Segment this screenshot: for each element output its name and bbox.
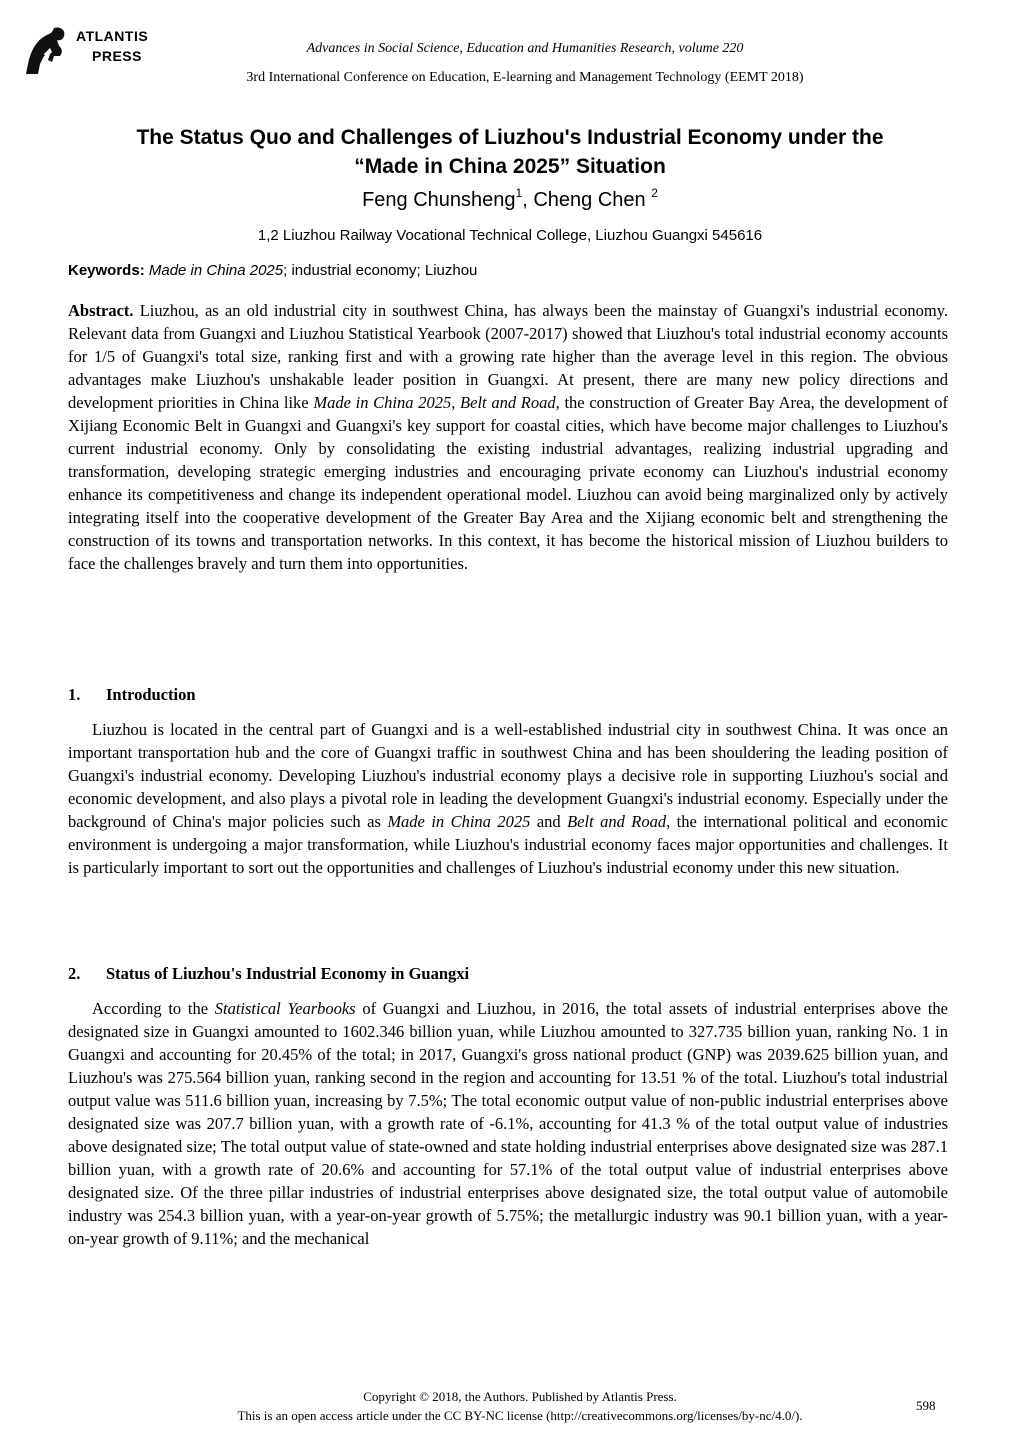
paper-title-line-2: “Made in China 2025” Situation bbox=[354, 155, 666, 178]
section-title: Status of Liuzhou's Industrial Economy in Guangxi bbox=[106, 964, 470, 983]
copyright-notice: Copyright © 2018, the Authors. Published by Atlantis Press. bbox=[363, 1389, 677, 1404]
logo-text-press: PRESS bbox=[92, 48, 142, 64]
body-text: , the international political and economic environment is undergoing a major transformation, while Liuzhou's industrial economy faces major opportunities and challenges. It is particularly important to sort out the opportunities and challenges of Liuzhou's industrial economy under this new situation. bbox=[68, 812, 948, 877]
abstract-label: Abstract. bbox=[68, 301, 134, 320]
body-italic: Belt and Road bbox=[567, 812, 667, 831]
keyword-italic: Made in China 2025 bbox=[148, 262, 284, 279]
logo-text-atlantis: ATLANTIS bbox=[76, 28, 149, 44]
keywords-rest: ; industrial economy; Liuzhou bbox=[283, 262, 478, 279]
body-italic: Made in China 2025 bbox=[387, 812, 531, 831]
section-body-status bbox=[68, 997, 948, 1250]
section-number: 2. bbox=[68, 964, 81, 983]
series-title: Advances in Social Science, Education and Humanities Research, volume 220 bbox=[306, 41, 744, 56]
body-text: and bbox=[530, 812, 568, 831]
license-notice: This is an open access article under the CC BY-NC license (http://creativecommons.org/licenses/by-nc/4.0/). bbox=[237, 1408, 803, 1423]
section-title: Introduction bbox=[106, 685, 196, 704]
author-list bbox=[0, 186, 1020, 212]
section-body-introduction bbox=[68, 718, 948, 879]
body-italic: Statistical Yearbooks bbox=[214, 999, 356, 1018]
section-number: 1. bbox=[68, 685, 81, 704]
keywords-label: Keywords: bbox=[68, 262, 145, 279]
page-number: 598 bbox=[916, 1398, 936, 1413]
section-heading-status bbox=[68, 964, 469, 984]
conference-title: 3rd International Conference on Education, E-learning and Management Technology (EEMT 2018) bbox=[246, 70, 804, 85]
body-text: Liuzhou is located in the central part of Guangxi and is a well-established industrial city in southwest China. It was once an important transportation hub and the core of Guangxi traffic in southwest China and has been shouldering the leading position of Guangxi's industrial economy. Developing Liuzhou's industrial economy plays a decisive role in supporting Liuzhou's social and economic development, and also plays a pivotal role in leading the development Guangxi's industrial economy. Especially under the background of China's major policies such as bbox=[68, 720, 948, 831]
abstract-text: , the construction of Greater Bay Area, the development of Xijiang Economic Belt in Guangxi and Guangxi's key support for coastal cities, which have become major challenges to Liuzhou's current industrial economy. Only by consolidating the existing industrial advantages, realizing industrial upgrading and transformation, developing strategic emerging industries and encouraging private economy can Liuzhou's industrial economy enhance its competitiveness and change its independent operational model. Liuzhou can avoid being marginalized only by actively integrating itself into the cooperative development of the Greater Bay Area and the Xijiang economic belt and strengthening the construction of its towns and transportation networks. In this context, it has become the historical mission of Liuzhou builders to face the challenges bravely and turn them into opportunities. bbox=[68, 393, 949, 573]
author-affiliation-mark: 2 bbox=[651, 186, 658, 200]
body-text: of Guangxi and Liuzhou, in 2016, the total assets of industrial enterprises above the designated size in Guangxi amounted to 1602.346 billion yuan, while Liuzhou amounted to 327.735 billion yuan, ranking No. 1 in Guangxi and accounting for 20.45% of the total; in 2017, Guangxi's gross national product (GNP) was 2039.625 billion yuan, and Liuzhou's was 275.564 billion yuan, ranking second in the region and accounting for 13.51 % of the total. Liuzhou's total industrial output value was 511.6 billion yuan, increasing by 7.5%; The total economic output value of non-public industrial enterprises above designated size was 207.7 billion yuan, with a growth rate of -6.1%, accounting for 41.3 % of the total output value of industries above designated size; The total output value of state-owned and state holding industrial enterprises above designated size was 287.1 billion yuan, with a growth rate of 20.6% and accounting for 57.1% of the total output value of industrial enterprises above designated size. Of the three pillar industries of industrial enterprises above designated size, the total output value of automobile industry was 254.3 billion yuan, with a year-on-year growth of 5.75%; the metallurgic industry was 90.1 billion yuan, with a year-on-year growth of 9.11%; and the mechanical bbox=[68, 999, 948, 1248]
keywords bbox=[68, 262, 477, 279]
section-heading-introduction bbox=[68, 685, 196, 705]
paper-title-line-1: The Status Quo and Challenges of Liuzhou's Industrial Economy under the bbox=[136, 126, 884, 149]
abstract-italic: Made in China 2025 bbox=[313, 393, 452, 412]
affiliation: 1,2 Liuzhou Railway Vocational Technical College, Liuzhou Guangxi 545616 bbox=[257, 227, 763, 244]
abstract-italic: Belt and Road bbox=[460, 393, 556, 412]
paper-title bbox=[60, 123, 960, 181]
author-name: Cheng Chen bbox=[533, 189, 652, 211]
author-affiliation-mark: 1 bbox=[515, 186, 523, 200]
abstract bbox=[68, 299, 948, 575]
author-name: Feng Chunsheng bbox=[362, 189, 516, 211]
abstract-text: Liuzhou, as an old industrial city in southwest China, has always been the mainstay of Guangxi's industrial economy. Relevant data from Guangxi and Liuzhou Statistical Yearbook (2007-2017) showed that Liuzhou's total industrial economy accounts for 1/5 of Guangxi's total size, ranking first and with a growing rate higher than the average level in this region. The obvious advantages make Liuzhou's unshakable leader position in Guangxi. At present, there are many new policy directions and development priorities in China like bbox=[68, 301, 948, 412]
abstract-text: , bbox=[451, 393, 461, 412]
author-separator: , bbox=[522, 189, 534, 211]
body-text: According to the bbox=[92, 999, 215, 1018]
